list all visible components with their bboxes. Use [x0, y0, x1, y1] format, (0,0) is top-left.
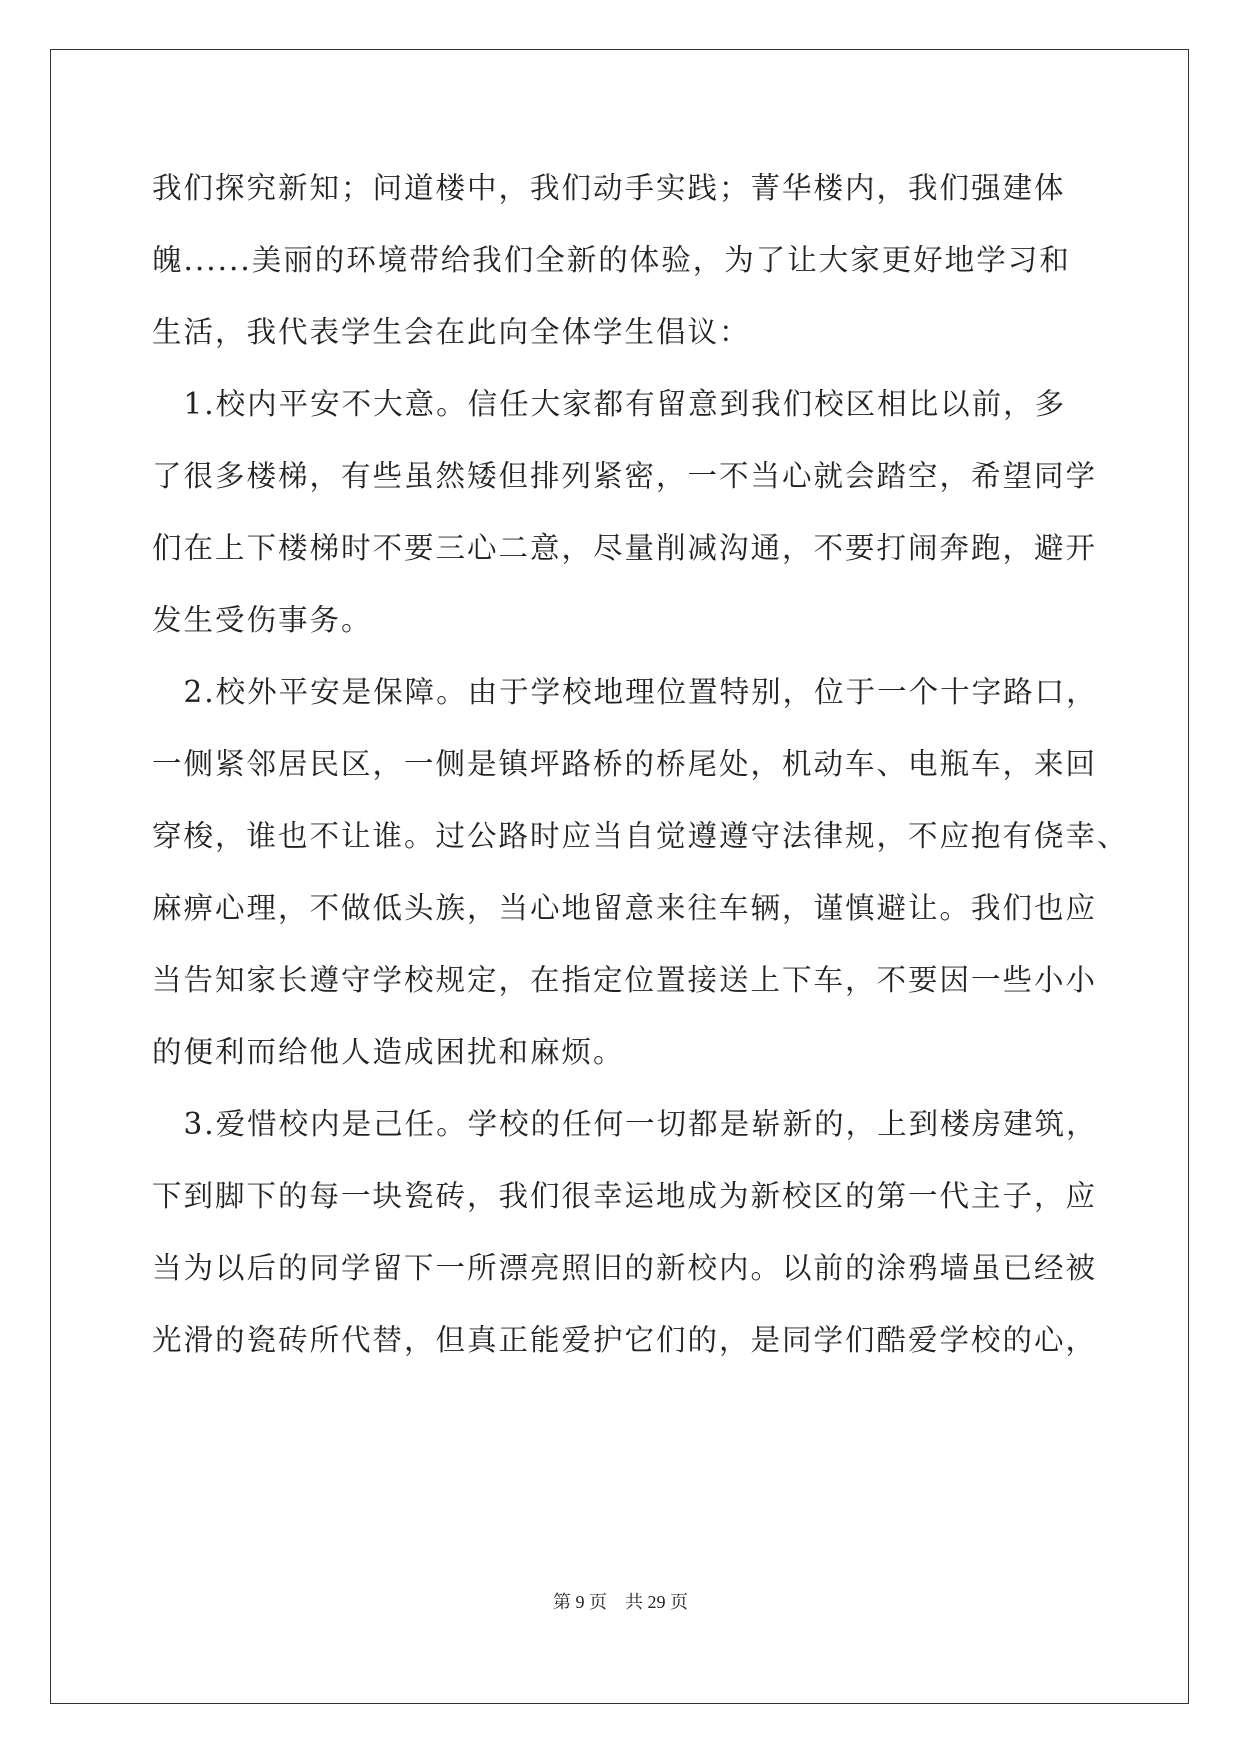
- text-line: 我们探究新知；问道楼中，我们动手实践；菁华楼内，我们强建体: [152, 171, 1066, 205]
- text-line: 3.爱惜校内是己任。学校的任何一切都是崭新的，上到楼房建筑，: [152, 1107, 1098, 1141]
- text-line: 1.校内平安不大意。信任大家都有留意到我们校区相比以前，多: [152, 387, 1067, 421]
- text-line: 的便利而给他人造成困扰和麻烦。: [152, 1035, 625, 1069]
- text-line: 一侧紧邻居民区，一侧是镇坪路桥的桥尾处，机动车、电瓶车，来回: [152, 747, 1098, 781]
- text-line: 穿梭，谁也不让谁。过公路时应当自觉遵遵守法律规，不应抱有侥幸、: [152, 819, 1129, 853]
- text-line: 2.校外平安是保障。由于学校地理位置特别，位于一个十字路口，: [152, 675, 1098, 709]
- text-line: 们在上下楼梯时不要三心二意，尽量削减沟通，不要打闹奔跑，避开: [152, 531, 1098, 565]
- text-line: 魄......美丽的环境带给我们全新的体验，为了让大家更好地学习和: [152, 243, 1071, 277]
- text-line: 光滑的瓷砖所代替，但真正能爱护它们的，是同学们酷爱学校的心，: [152, 1323, 1098, 1357]
- text-line: 发生受伤事务。: [152, 603, 373, 637]
- text-line: 麻痹心理，不做低头族，当心地留意来往车辆，谨慎避让。我们也应: [152, 891, 1098, 925]
- text-line: 当为以后的同学留下一所漂亮照旧的新校内。以前的涂鸦墙虽已经被: [152, 1251, 1098, 1285]
- page-number-label: 第 9 页 共 29 页: [553, 1592, 688, 1612]
- text-line: 了很多楼梯，有些虽然矮但排列紧密，一不当心就会踏空，希望同学: [152, 459, 1098, 493]
- page-border: [50, 49, 1189, 1704]
- text-line: 生活，我代表学生会在此向全体学生倡议：: [152, 315, 751, 349]
- page-footer: [0, 1588, 1241, 1614]
- text-line: 当告知家长遵守学校规定，在指定位置接送上下车，不要因一些小小: [152, 963, 1098, 997]
- text-line: 下到脚下的每一块瓷砖，我们很幸运地成为新校区的第一代主子，应: [152, 1179, 1098, 1213]
